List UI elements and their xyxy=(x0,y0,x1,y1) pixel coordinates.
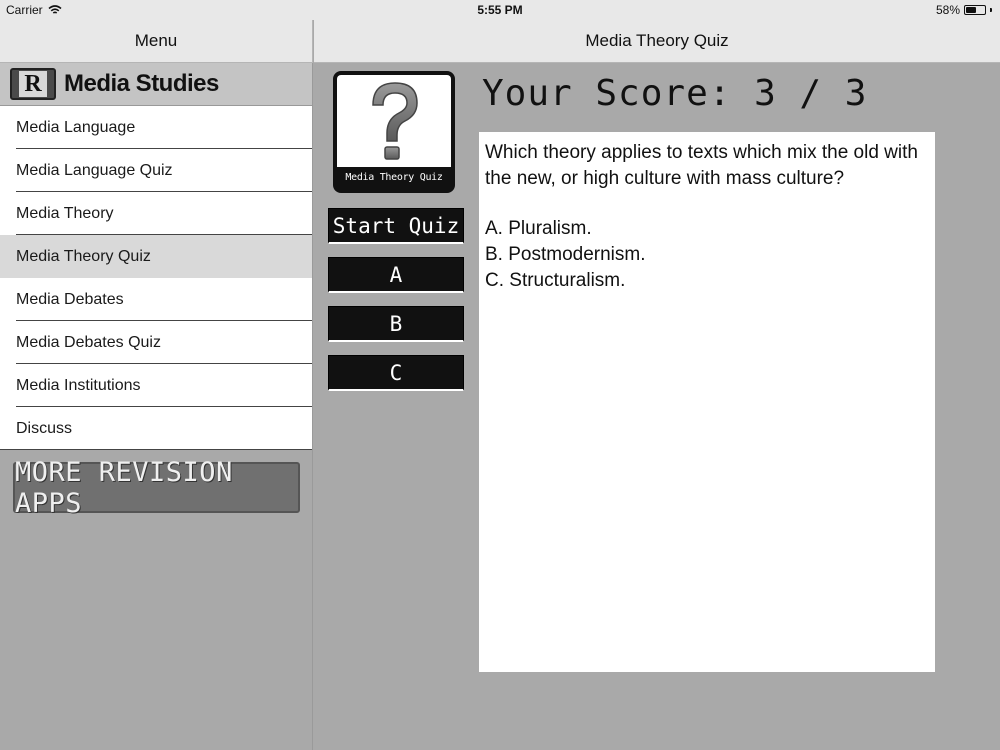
sidebar-item-media-institutions[interactable]: Media Institutions xyxy=(0,364,312,407)
brand-logo-letter: R xyxy=(19,71,47,97)
question-panel xyxy=(479,132,935,672)
brand-title: Media Studies xyxy=(64,70,219,97)
quiz-icon xyxy=(333,71,455,193)
sidebar-item-media-theory-quiz[interactable]: Media Theory Quiz xyxy=(0,235,312,278)
start-quiz-button[interactable]: Start Quiz xyxy=(328,208,464,244)
detail-navbar xyxy=(314,20,1000,63)
question-text: Which theory applies to texts which mix the old with the new, or high culture with mass culture? xyxy=(485,142,918,189)
sidebar xyxy=(0,63,313,750)
page-title: Media Theory Quiz xyxy=(585,31,729,50)
status-bar xyxy=(0,0,1000,20)
sidebar-item-media-language[interactable]: Media Language xyxy=(0,106,312,149)
answer-c-button[interactable]: C xyxy=(328,355,464,391)
revision-logo-icon xyxy=(10,68,56,100)
option-a: A. Pluralism. xyxy=(485,218,592,239)
question-mark-icon xyxy=(337,75,451,167)
menu-title: Menu xyxy=(134,31,178,50)
menu-navbar xyxy=(0,20,313,63)
battery-indicator xyxy=(936,3,992,17)
option-c: C. Structuralism. xyxy=(485,270,626,291)
score-display: Your Score: 3 / 3 xyxy=(482,73,868,114)
menu-list xyxy=(0,106,312,450)
quiz-content xyxy=(314,63,1000,750)
sidebar-item-media-theory[interactable]: Media Theory xyxy=(0,192,312,235)
answer-b-button[interactable]: B xyxy=(328,306,464,342)
brand-header xyxy=(0,63,312,106)
sidebar-item-media-debates-quiz[interactable]: Media Debates Quiz xyxy=(0,321,312,364)
option-b: B. Postmodernism. xyxy=(485,244,646,265)
battery-icon xyxy=(964,5,986,15)
quiz-icon-label: Media Theory Quiz xyxy=(345,172,443,183)
sidebar-item-media-language-quiz[interactable]: Media Language Quiz xyxy=(0,149,312,192)
answer-a-button[interactable]: A xyxy=(328,257,464,293)
sidebar-item-media-debates[interactable]: Media Debates xyxy=(0,278,312,321)
sidebar-item-discuss[interactable]: Discuss xyxy=(0,407,312,450)
more-revision-apps-button[interactable]: MORE REVISION APPS xyxy=(13,462,300,513)
clock: 5:55 PM xyxy=(477,3,523,17)
battery-percent: 58% xyxy=(935,3,960,17)
carrier-label: Carrier xyxy=(6,3,43,17)
